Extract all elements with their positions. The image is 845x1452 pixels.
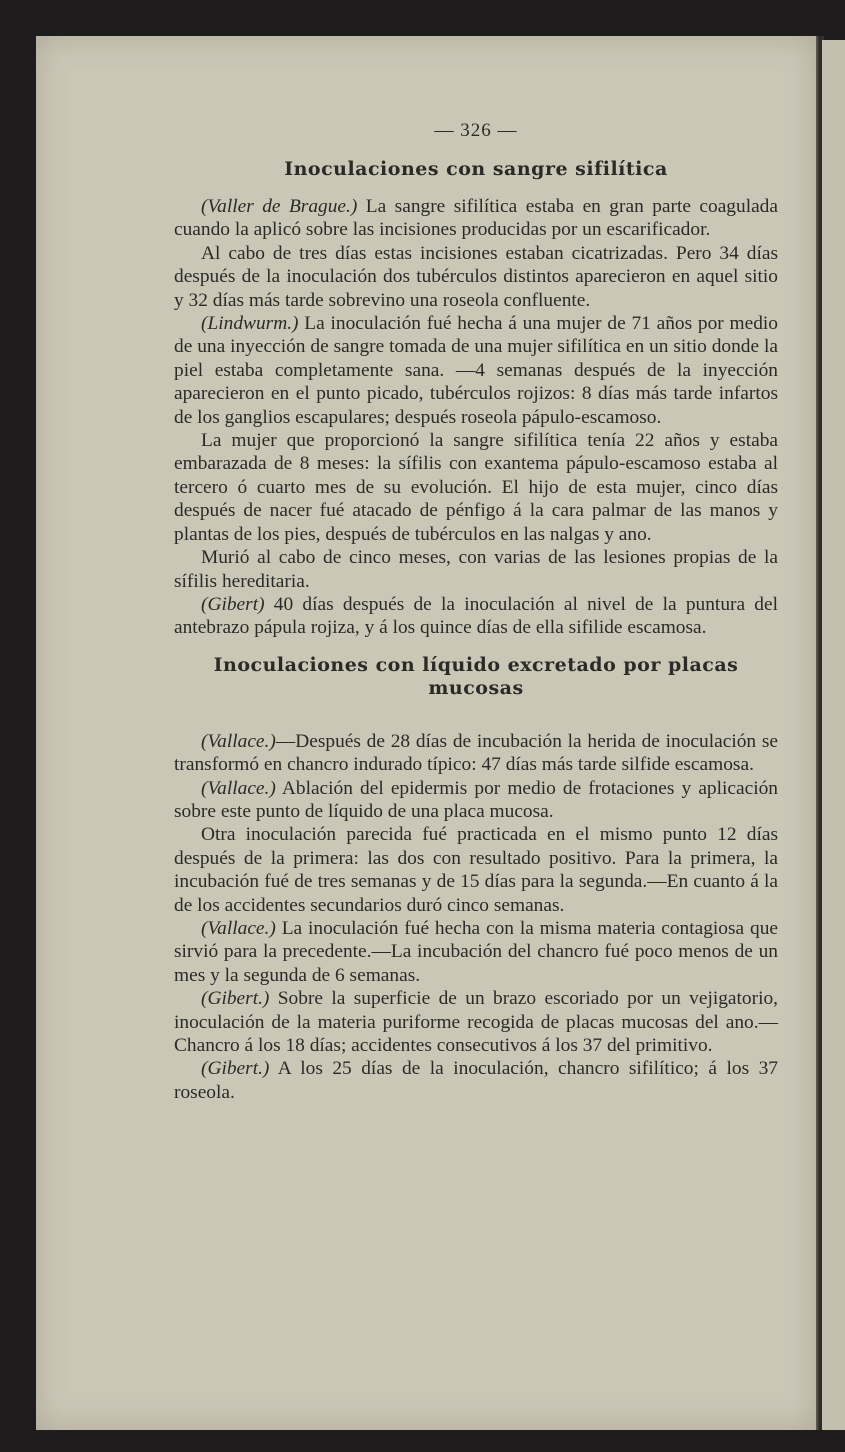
paragraph-text: —Después de 28 días de incubación la herida de inoculación se transformó en chancro indurado típico: 47 días más tarde silfide escamosa. bbox=[174, 730, 778, 776]
page-content bbox=[174, 120, 778, 1104]
section-heading-mucous bbox=[174, 654, 778, 700]
author-citation: (Gibert) bbox=[201, 593, 265, 615]
paragraph bbox=[174, 730, 778, 777]
page-number: — 326 — bbox=[434, 120, 518, 141]
section-heading-blood: Inoculaciones con sangre sifilítica bbox=[284, 158, 668, 180]
paragraph bbox=[174, 195, 778, 242]
paragraph bbox=[174, 429, 778, 546]
section-heading-line2: mucosas bbox=[428, 676, 524, 699]
paragraph-text: Ablación del epidermis por medio de frotaciones y aplicación sobre este punto de líquido de una placa mucosa. bbox=[174, 777, 778, 822]
paragraph bbox=[174, 242, 778, 312]
paragraph bbox=[174, 917, 778, 987]
author-citation: (Valler de Brague.) bbox=[201, 196, 358, 217]
author-citation: (Vallace.) bbox=[201, 777, 276, 799]
paragraph bbox=[174, 546, 778, 593]
paragraph-text: La mujer que proporcionó la sangre sifilítica tenía 22 años y estaba embarazada de 8 meses: la sífilis con exantema pápulo-escamoso estaba al tercero ó cuarto mes de su evolución. El hijo de esta mujer, cinco días después de nacer fué atacado de pénfigo á la cara palmar de las manos y plantas de los pies, después de tubérculos en las nalgas y ano. bbox=[174, 430, 778, 545]
next-page-edge bbox=[822, 40, 845, 1430]
paragraph-text: 40 días después de la inoculación al nivel de la puntura del antebrazo pápula rojiza, y á los quince días de ella sifilide escamosa. bbox=[174, 593, 778, 639]
section-blood-body bbox=[174, 195, 778, 640]
author-citation: (Lindwurm.) bbox=[201, 313, 299, 335]
paragraph bbox=[174, 312, 778, 429]
paragraph-text: La inoculación fué hecha á una mujer de 71 años por medio de una inyección de sangre tomada de una mujer sifilítica en un sitio donde la piel estaba completamente sana. —4 semanas después de la inyección aparecieron en el punto picado, tubérculos rojizos: 8 días más tarde infartos de los ganglios escapulares; después roseola pápulo-escamoso. bbox=[174, 313, 778, 428]
paragraph-text: A los 25 días de la inoculación, chancro sifilítico; á los 37 roseola. bbox=[174, 1058, 778, 1103]
paragraph-text: Sobre la superficie de un brazo escoriado por un vejigatorio, inoculación de la materia puriforme recogida de placas mucosas del ano.—Chancro á los 18 días; accidentes consecutivos á los 37 del primitivo. bbox=[174, 988, 778, 1056]
author-citation: (Gibert.) bbox=[201, 988, 270, 1010]
paragraph-text: Murió al cabo de cinco meses, con varias de las lesiones propias de la sífilis hereditaria. bbox=[174, 547, 778, 592]
paragraph bbox=[174, 777, 778, 824]
section-mucous-body bbox=[174, 730, 778, 1105]
paragraph-text: La inoculación fué hecha con la misma materia contagiosa que sirvió para la precedente.—La incubación del chancro fué poco menos de un mes y la segunda de 6 semanas. bbox=[174, 917, 778, 986]
section-heading-line1: Inoculaciones con líquido excretado por placas bbox=[213, 653, 739, 676]
paragraph-text: Al cabo de tres días estas incisiones estaban cicatrizadas. Pero 34 días después de la inoculación dos tubérculos distintos aparecieron en aquel sitio y 32 días más tarde sobrevino una roseola confluente. bbox=[174, 242, 778, 311]
paragraph bbox=[174, 1057, 778, 1104]
paragraph bbox=[174, 593, 778, 640]
paragraph bbox=[174, 823, 778, 917]
author-citation: (Vallace.) bbox=[201, 730, 276, 752]
paragraph bbox=[174, 987, 778, 1057]
author-citation: (Gibert.) bbox=[201, 1058, 270, 1080]
paragraph-text: Otra inoculación parecida fué practicada en el mismo punto 12 días después de la primera: las dos con resultado positivo. Para la primera, la incubación fué de tres semanas y de 15 días para la segunda.—En cuanto á la de los accidentes secundarios duró cinco semanas. bbox=[174, 824, 778, 916]
paragraph-text: La sangre sifilítica estaba en gran parte coagulada cuando la aplicó sobre las incisiones producidas por un escarificador. bbox=[174, 196, 778, 241]
author-citation: (Vallace.) bbox=[201, 917, 276, 939]
